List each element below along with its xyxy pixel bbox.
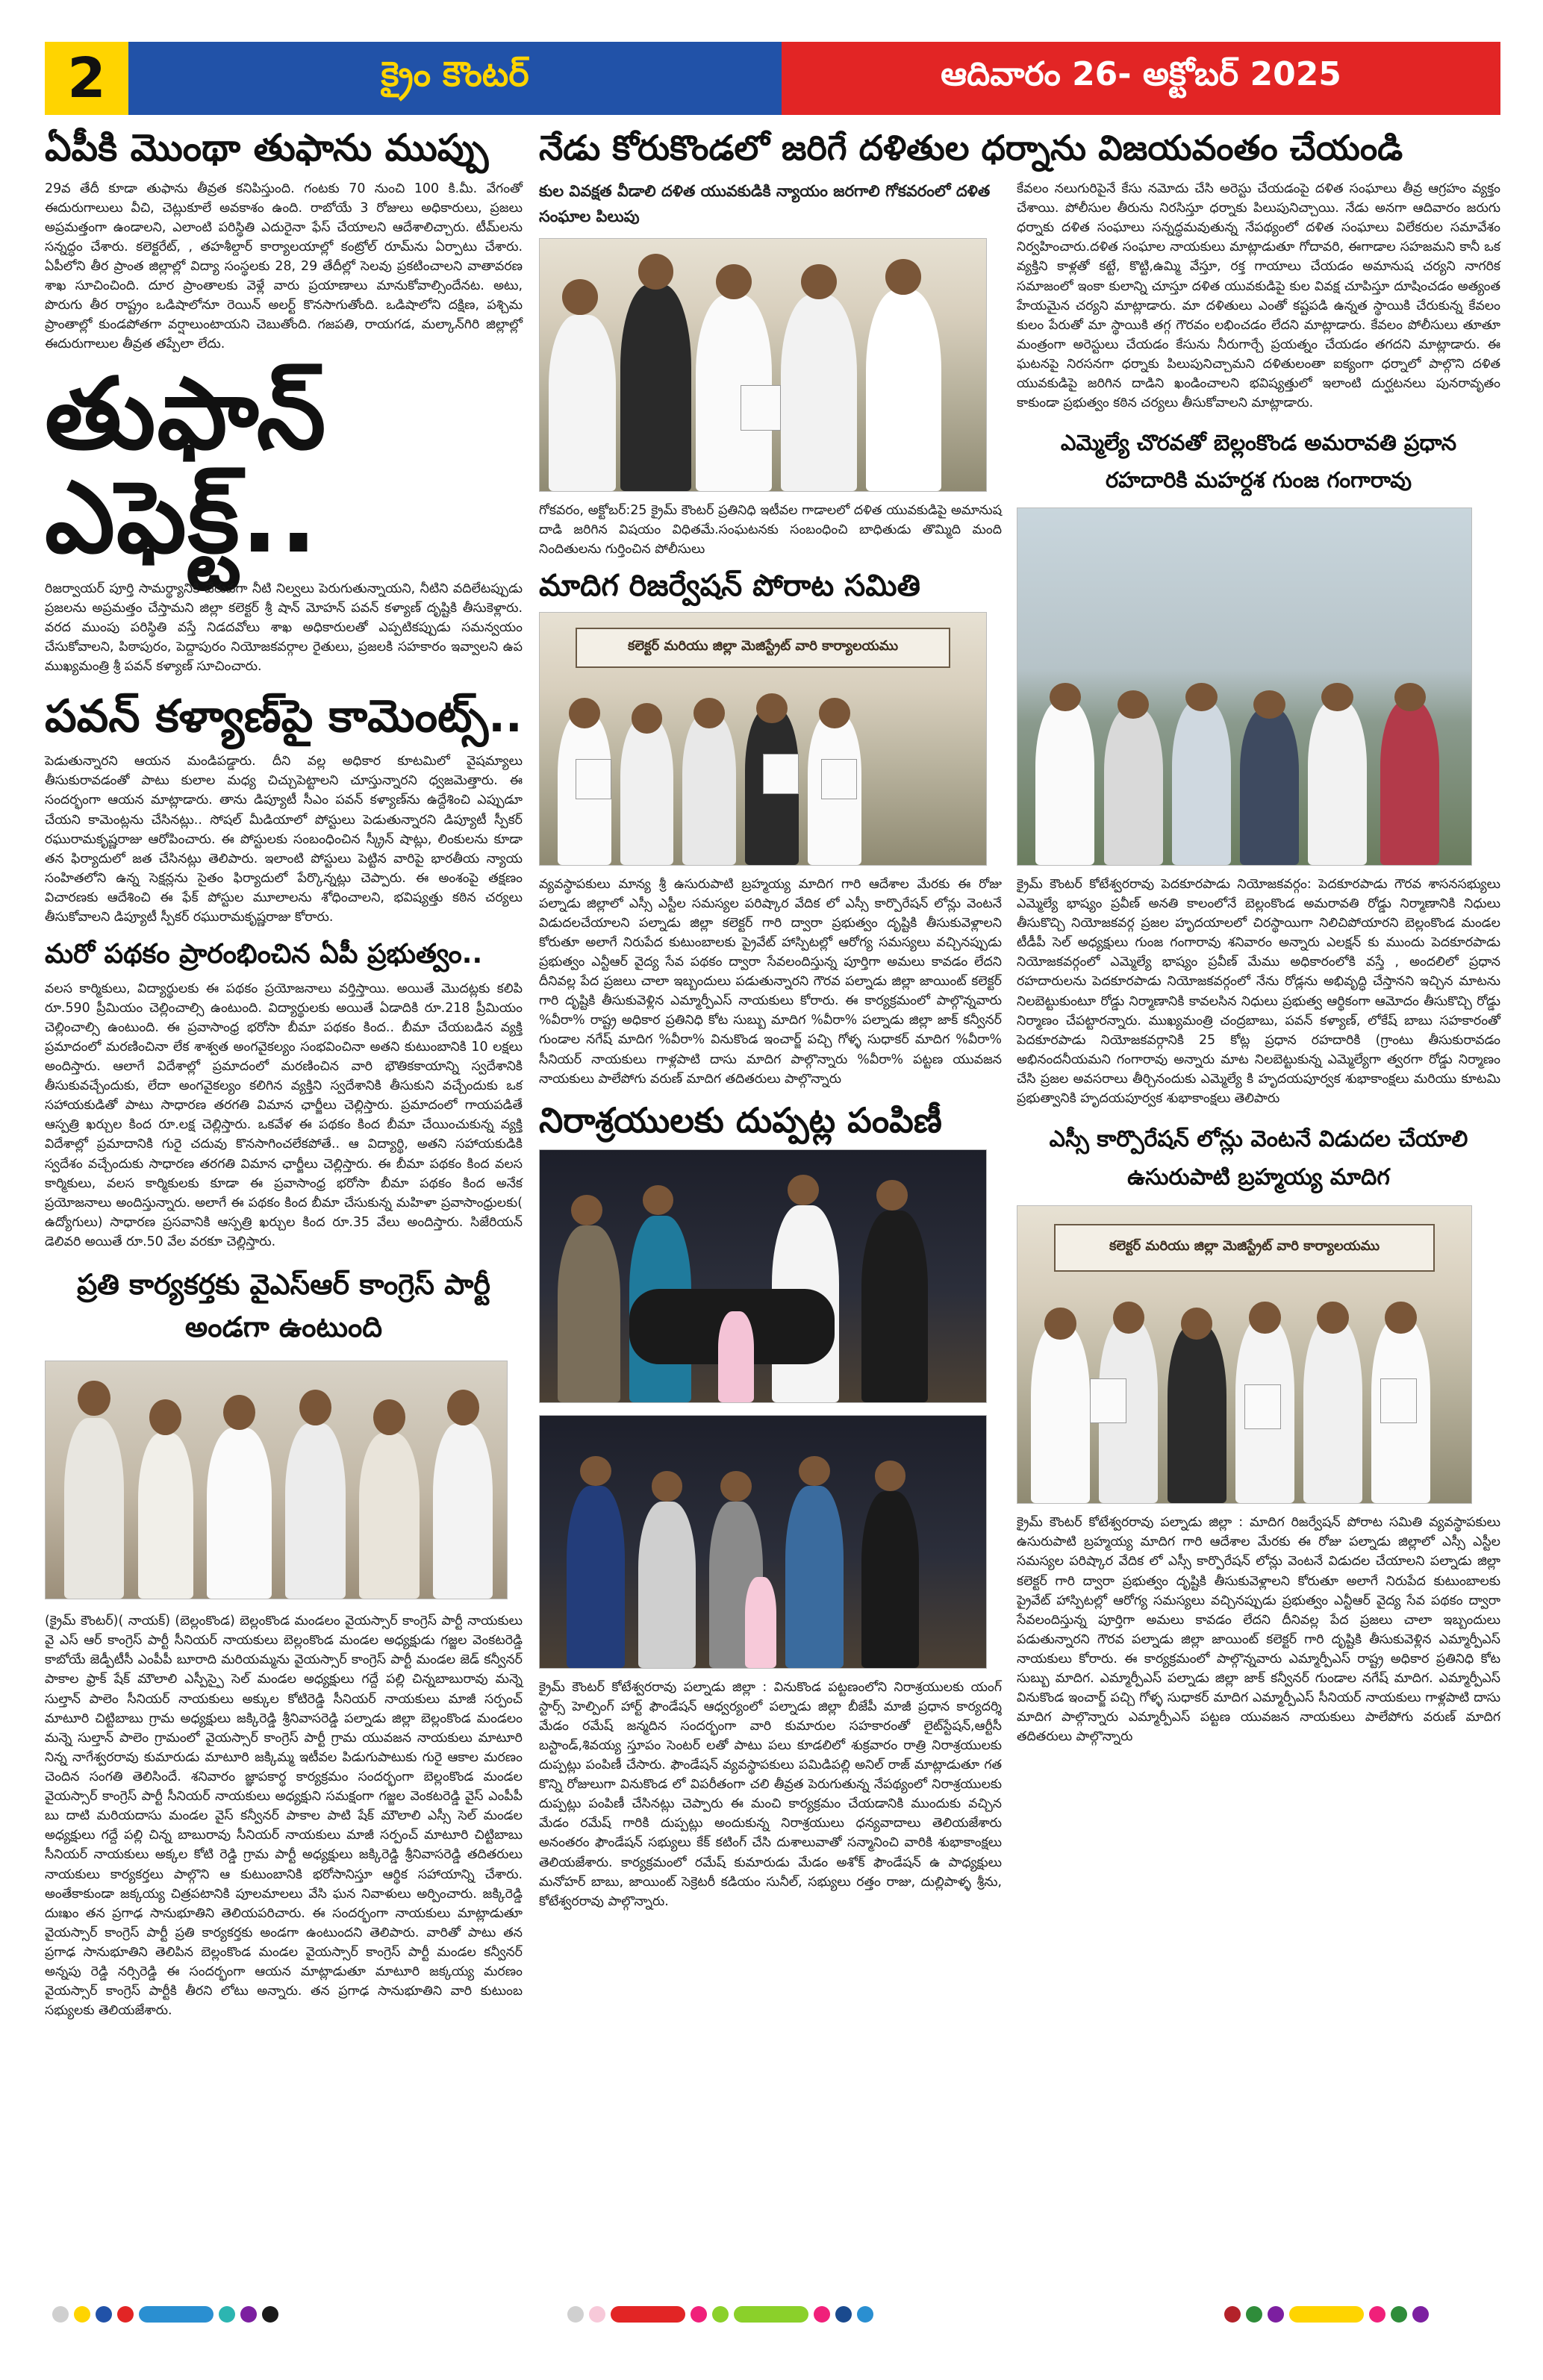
color-strip-mid <box>567 2306 873 2323</box>
color-strip-right <box>1224 2306 1429 2323</box>
photo-blankets-night <box>539 1415 987 1669</box>
right-column <box>1017 179 1500 1747</box>
story-gokavaram-body: గోకవరం, అక్టోబర్:25 క్రైమ్ కౌంటర్ ప్రతినిధి ఇటీవల గాడాలలో దళిత యువకుడిపై అమానుష దాడి జరిగిన విషయం విధితమే.సంఘటనకు సంబంధించి బాధితుడు తొమ్మిది మంది నిందితులను గుర్తించిన పోలీసులు <box>539 503 1002 557</box>
story-blanket-body: క్రైమ్ కౌంటర్ కోటేశ్వరరావు పల్నాడు జిల్లా : వినుకొండ పట్టణంలోని నిరాశ్రయులకు యంగ్ స్టార్స్ హెల్పింగ్ హార్ట్ ఫౌండేషన్ ఆధ్వర్యంలో పల్నాడు జిల్లా బీజేపీ మాజీ ప్రధాన కార్యదర్శి మేడం రమేష్ జన్మదిన సందర్భంగా వారి కుమారుల సహకారంతో లైట్‌స్టేషన్,ఆర్టీసీ బస్టాండ్,శివయ్య స్తూపం సెంటర్ లతో పాటు పలు కూడలిలో శుక్రవారం రాత్రి నిరాశ్రయులకు దుప్పట్లు పంపిణీ చేసారు. ఫౌండేషన్ వ్యవస్థాపకులు పమిడిపల్లి అనిల్ రాజ్ మాట్లాడుతూ గత కొన్ని రోజులుగా వినుకొండ లో విపరీతంగా చలి తీవ్రత పెరుగుతున్న నేపథ్యంలో నిరాశ్రయులకు దుప్పట్లు పంపిణీ చేసినట్లు చెప్పారు ఈ మంచి కార్యక్రమం చేయడానికి ముందుకు వచ్చిన మేడం రమేష్ గారికి దుప్పట్లు అందుకున్న నిరాశ్రయులు ధన్యవాదాలు తెలియజేశారు అనంతరం ఫౌండేషన్ సభ్యులు కేక్ కటింగ్ చేసి దుశాలువాతో సన్మానించి వారికి శుభాకాంక్షలు తెలియజేశారు. కార్యక్రమంలో రమేష్ కుమారుడు మేడం అశోక్ ఫౌండేషన్ ఉ పాధ్యక్షులు మనోహర్ బాబు, జాయింట్ సెక్రెటరీ కడియం సునీల్, సభ్యులు రత్తం రాజు, దుల్లిపాళ్ళ శ్రీను, కోటేశ్వరరావు పాల్గొన్నారు. <box>539 1679 1002 1909</box>
brand-name: క్రైం కౌంటర్ <box>128 42 782 115</box>
story-effect-body: రిజర్వాయర్ పూర్తి సామర్థ్యానికి చేరువగా నీటి నిల్వలు పెరుగుతున్నాయని, నీటిని వదిలేటప్పుడు ప్రజలను అప్రమత్తం చేస్తామని జిల్లా కలెక్టర్ శ్రీ షాన్ మోహన్ పవన్ కళ్యాణ్ దృష్టికి తీసుకెళ్లారు. వరద ముంపు పరిస్థితి వస్తే నిడదవోలు శాఖ అధికారులతో ఎప్పటికప్పుడు సమన్వయం చేసుకోవాలని, పిఠాపురం, పెద్దాపురం నియోజకవర్గాల రైతులు, ప్రజలకి సహకారం ఇవ్వాలని ఉప ముఖ్యమంత్రి శ్రీ పవన్ కళ్యాణ్ సూచించారు. <box>45 581 523 675</box>
photo-road-inspection <box>1017 507 1472 866</box>
photo-collector-office <box>539 612 987 866</box>
story-sc-loans-body: క్రైమ్ కౌంటర్ కోటేశ్వరరావు పల్నాడు జిల్లా : మాదిగ రిజర్వేషన్ పోరాట సమితి వ్యవస్థాపకులు ఉసురుపాటి బ్రహ్మయ్య మాదిగ గారి ఆదేశాల మేరకు ఈ రోజు పల్నాడు జిల్లాలో ఎస్సీ ఎస్టీల సమస్యల పరిష్కార వేదిక లో ఎస్సీ కార్పొరేషన్ లోన్లు వెంటనే విడుదల చేయాలని పల్నాడు జిల్లా కలెక్టర్ గారి ద్వారా ప్రభుత్వం దృష్టికి తీసుకువెళ్లాలని కోరుతూ అలాగే నిరుపేద కుటుంబాలకు ప్రైవేట్ హాస్పిటల్లో ఆరోగ్య సమస్యలు వచ్చినప్పుడు ప్రభుత్వం ఎన్టీఆర్ వైద్య సేవ పథకం ద్వారా సేవలందిస్తున్న పూర్తిగా అమలు కావడం లేదని దీనివల్ల పేద ప్రజలు చాలా ఇబ్బందులు పడుతున్నారని గౌరవ పల్నాడు జిల్లా జాయింట్ కలెక్టర్ గారి దృష్టికి తీసుకువెళ్లిన ఎమ్మార్పీఎస్ నాయకులు కోరారు. ఈ కార్యక్రమంలో పాల్గొన్నవారు ఎమ్మార్పీఎస్ రాష్ట్ర అధికార ప్రతినిధి కోట సుబ్బు మాదిగ. ఎమ్మార్పీఎస్ పల్నాడు జిల్లా జాక్ కన్వీనర్ గుండాల నగేష్ మాదిగ. ఎమ్మార్పీఎస్ వినుకొండ ఇంచార్జ్ పచ్చి గోళ్ళ సుధాకర్ మాదిగ ఎమ్మార్పీఎస్ సీనియర్ నాయకులు గాళ్లపాటి దాసు మాదిగ పాల్గొన్నారు ఎమ్మార్పీఎస్ పట్టణ యువజన నాయకులు పాలేపోగు వరుణ్ మాదిగ తదితరులు పాల్గొన్నారు <box>1017 1515 1500 1745</box>
headline-blanket-distribution: నిరాశ్రయులకు దుప్పట్ల పంపిణీ <box>539 1099 942 1140</box>
story-scheme-body: వలస కార్మికులు, విద్యార్థులకు ఈ పథకం ప్రయోజనాలు వర్తిస్తాయి. అయితే మొదట్లకు కలిపి రూ.590 ప్రీమియం చెల్లించాల్సి ఉంటుంది. విద్యార్థులకు అయితే ఏడాదికి రూ.218 ప్రీమియం చెల్లించాల్సి ఉంటుంది. ఈ ప్రవాసాంధ్ర భరోసా బీమా పథకం కింద.. బీమా చేయబడిన వ్యక్తి ప్రమాదంలో మరణించినా లేక శాశ్వత అంగవైకల్యం సంభవించినా అతని కుటుంబానికి 10 లక్షలు అందిస్తారు. ఆలాగే విదేశాల్లో ప్రమాదంలో మరణించిన వారి భౌతికకాయాన్ని స్వదేశానికి తీసుకువచ్చేందుకు, లేదా అంగవైకల్యం కలిగిన వ్యక్తిని స్వదేశానికి తీసుకుని వచ్చేందుకు ఒక సహాయకుడితో పాటు సాధారణ తరగతి విమాన ఛార్జీలు చెల్లిస్తారు. ప్రమాదంలో గాయపడితే ఆస్పత్రి ఖర్చుల కింద రూ.లక్ష చెల్లిస్తారు. ఒకవేళ ఈ పథకం కింద బీమా చేయించుకున్న వ్యక్తి విదేశాల్లో ప్రమాదానికి గురై చదువు కొనసాగించలేకపోతే.. ఆ విద్యార్థి, అతని సహాయకుడికి స్వదేశం వచ్చేందుకు సాధారణ తరగతి విమాన ఛార్జీలు చెల్లిస్తారు. ఈ బీమా పథకం కింద వలస కార్మికులు, వలస కార్మికులకు కూడా ఈ ప్రవాసాంధ్ర భరోసా బీమా పథకం కింద అనేక ప్రయోజనాలు అందిస్తున్నారు. అలాగే ఈ పథకం కింద బీమా చేసుకున్న మహిళా ప్రవాసాంధ్రులకు( ఉద్యోగులు) సాధారణ ప్రసవానికి ఆస్పత్రి ఖర్చుల కింద రూ.35 వేలు అందిస్తారు. సిజేరియన్ డెలివరి అయితే రూ.50 వేల వరకూ చెల్లిస్తారు. <box>45 981 523 1250</box>
headline-ysrcp-support: ప్రతి కార్యకర్తకు వైఎస్ఆర్ కాంగ్రెస్ పార్టీ అండగా ఉంటుంది <box>77 1268 490 1344</box>
page-number: 2 <box>45 42 128 115</box>
photo-dalit-press-meet <box>539 238 987 492</box>
story-madiga-body: వ్యవస్థాపకులు మాన్య శ్రీ ఉసురుపాటి బ్రహ్మయ్య మాదిగ గారి ఆదేశాల మేరకు ఈ రోజు పల్నాడు జిల్లాలో ఎస్సీ ఎస్టీల సమస్యల పరిష్కార వేదిక లో ఎస్సీ కార్పొరేషన్ లోన్లు వెంటనే విడుదలచేయాలని పల్నాడు జిల్లా కలెక్టర్ గారి ద్వారా ప్రభుత్వం దృష్టికి తీసుకువెళ్లాలని కోరుతూ అలాగే నిరుపేద కుటుంబాలకు ప్రైవేట్ హాస్పిటల్లో ఆరోగ్య సమస్యలు వచ్చినప్పుడు ప్రభుత్వం ఎన్టీఆర్ వైద్య సేవ పథకం ద్వారా సేవలందిస్తున్న పూర్తిగా అమలు కావడం లేదని దీనివల్ల పేద ప్రజలు చాలా ఇబ్బందులు పడుతున్నారని గౌరవ పల్నాడు జిల్లా జాయింట్ కలెక్టర్ గారి దృష్టికి తీసుకువెళ్లిన ఎమ్మార్పీఎస్ నాయకులు కోరారు. ఈ కార్యక్రమంలో పాల్గొన్నవారు %వీరా% రాష్ట్ర అధికార ప్రతినిధి కోట సుబ్బు మాదిగ %వీరా% పల్నాడు జిల్లా జాక్ కన్వీనర్ గుండాల నగేష్ మాదిగ %వీరా% వినుకొండ ఇంచార్జ్ పచ్చి గోళ్ళ సుధాకర్ మాదిగ %వీరా% సీనియర్ నాయకులు గాళ్లపాటి దాసు మాదిగ పాల్గొన్నారు %వీరా% పట్టణ యువజన నాయకులు పాలేపోగు వరుణ్ మాదిగ తదితరులు పాల్గొన్నారు <box>539 876 1002 1087</box>
headline-sc-loans: ఎస్సీ కార్పొరేషన్ లోన్లు వెంటనే విడుదల చేయాలి ఉసురుపాటి బ్రహ్మయ్య మాదిగ <box>1049 1126 1468 1191</box>
headline-pawan-comments: పవన్ కళ్యాణ్‌పై కామెంట్స్.. <box>45 690 523 743</box>
color-strip-left <box>52 2306 278 2323</box>
banner-headline: నేడు కోరుకొండలో జరిగే దళితుల ధర్నాను విజయవంతం చేయండి <box>539 128 1403 168</box>
middle-column <box>539 179 1002 1911</box>
story-ysrcp-body: (క్రైమ్ కౌంటర్)( నాయక్) (బెల్లంకొండ) బెల్లంకొండ మండలం వైయస్సార్ కాంగ్రెస్ పార్టీ నాయకులు వై ఎస్ ఆర్ కాంగ్రెస్ పార్టీ సీనియర్ నాయకులు బెల్లంకొండ మండల అధ్యక్షుడు గజ్జల వెంకటరెడ్డి కాబోయే జెడ్పీటీసీ ఎంపీపీ బూరాది మరియమ్మను వైయస్సార్ కాంగ్రెస్ పార్టీ మండల జెడ్ కన్వీనర్ పాకాల ఫ్రాక్ షేక్ మౌలాలి ఎస్పీస్పై సెల్ మండల అధ్యక్షులు గద్దే పల్లి చిన్నబాబురావు మన్నె సుల్తాన్ పాలెం సీనియర్ నాయకులు అక్కుల కోటిరెడ్డి సీనియర్ నాయకులు మాజీ సర్పంచ్ మాటూరి చిట్టిబాబు గ్రామ అధ్యక్షులు జక్కిరెడ్డి శ్రీనివాసరెడ్డి పల్నాడు జిల్లా బెల్లంకొండ మండలం మన్నె సుల్తాన్ పాలెం గ్రామంలో వైయస్సార్ కాంగ్రెస్ పార్టీ గ్రామ యువజన నాయకులు మాటూరి నిన్న నాగేశ్వరరావు కుమారుడు మాటూరి జక్కిమ్మ ఇటీవల పిడుగుపాటుకు గురై ఆకాల మరణం చెందిన సంగతి తెలిసిందే. శనివారం జ్ఞాపకార్థ కార్యక్రమం సందర్భంగా బెల్లంకొండ మండల వైయస్సార్ కాంగ్రెస్ పార్టీ సీనియర్ నాయకులు అధ్యక్షుని సమక్షంగా గజ్జల వెంకటరెడ్డి వైస్ ఎంపీపీ బు దాటి మరియదాసు మండల వైస్ కన్వీనర్ పాకాల పాటి షేక్ మౌలాలి ఎస్సీ సెల్ మండల అధ్యక్షులు గద్దే పల్లి చిన్న బాబురావు సీనియర్ నాయకులు మాజీ సర్పంచ్ మాటూరి చిట్టిబాబు సీనియర్ నాయకులు అక్కల కోటి రెడ్డి గ్రామ పార్టీ అధ్యక్షులు జక్కిరెడ్డి శ్రీనివాసరెడ్డి తదితరులు నాయకులు కార్యకర్తలు పాల్గొని ఆ కుటుంబానికి భరోసానిస్తూ ఆర్థిక సహాయాన్ని చేశారు. అంతేకాకుండా జక్కయ్య చిత్రపటానికి పూలమాలలు వేసి ఘన నివాళులు అర్పించారు. జక్కిరెడ్డి దుఃఖం తన ప్రగాఢ సానుభూతిని తెలియపరిచారు. ఈ సందర్భంగా నాయకులు మాట్లాడుతూ వైయస్సార్ కాంగ్రెస్ పార్టీ ప్రతి కార్యకర్తకు అండగా ఉంటుందని తెలిపారు. వారితో పాటు తన ప్రగాఢ సానుభూతిని తెలిపిన బెల్లంకొండ మండల వైయస్సార్ కాంగ్రెస్ పార్టీ మండల కన్వీనర్ అన్నపు రెడ్డి నర్సిరెడ్డి ఈ సందర్భంగా ఆయన మాట్లాడుతూ మాటూరి జక్కయ్య మరణం వైయస్సార్ కాంగ్రెస్ పార్టీకి తీరని లోటు అన్నారు. తన ప్రగాఢ సానుభూతిని వారి కుటుంబ సభ్యులకు తెలియజేశారు. <box>45 1614 523 2019</box>
subhead-gokavaram: కుల వివక్షత వీడాలి దళిత యువకుడికి న్యాయం జరగాలి గోకవరంలో దళిత సంఘాల పిలుపు <box>539 182 991 225</box>
headline-madiga-reservation: మాదిగ రిజర్వేషన్ పోరాట సమితి <box>539 568 920 603</box>
headline-bellamkonda-road: ఎమ్మెల్యే చొరవతో బెల్లంకొండ అమరావతి ప్రధాన రహదారికి మహర్దశ గుంజ గంగారావు <box>1060 430 1457 493</box>
story-cyclone-body: 29వ తేదీ కూడా తుఫాను తీవ్రత కనిపిస్తుంది. గంటకు 70 నుంచి 100 కి.మీ. వేగంతో ఈదురుగాలులు వీచి, చెట్లుకూలే అవకాశం ఉంది. రాబోయే 3 రోజులు అధికారులు, ప్రజలు అప్రమత్తంగా ఉండాలని, ఎలాంటి పరిస్థితి ఎదురైనా ఫేస్ చేయాలని ఆదేశాలిచ్చారు. టీమ్‌లను సన్నద్ధం చేశారు. కలెక్టరేట్, , తహశీల్దార్ కార్యాలయాల్లో కంట్రోల్ రూమ్‌ను ఏర్పాటు చేశారు. ఏపీలోని తీర ప్రాంత జిల్లాల్లో విద్యా సంస్థలకు 28, 29 తేదీల్లో సెలవు ప్రకటించాలని వాతావరణ శాఖ సూచించింది. దూర ప్రాంతాలకు వెళ్లే వారు ప్రయాణాలు మానుకోవాల్సిందేనట. అటు, పొరుగు తీర రాష్ట్రం ఒడిషాలోనూ రెయిన్ అలర్ట్ కొనసాగుతోంది. ఒడిషాలోని దక్షిణ, పశ్చిమ ప్రాంతాల్లో కుండపోతగా వర్షాలుంటాయని చెబుతోంది. గజపతి, రాయగడ, మల్కాన్‌గిరి జిల్లాల్లో ఈదురుగాలుల తీవ్రత తప్పేలా లేదు. <box>45 181 523 352</box>
collector-office-sign: కలెక్టర్ మరియు జిల్లా మెజిస్ట్రేట్ వారి కార్యాలయము <box>576 628 950 668</box>
story-dharna-body: కేవలం నలుగురిపైనే కేసు నమోదు చేసి అరెస్టు చేయడంపై దళిత సంఘాలు తీవ్ర ఆగ్రహం వ్యక్తం చేశాయి. పోలీసుల తీరును నిరసిస్తూ ధర్నాకు పిలుపునిచ్చాయి. నేడు అనగా ఆదివారం జరుగు ధర్నాకు దళిత సంఘాలు సన్నద్ధమవుతున్న నేపథ్యంలో దళిత సంఘాలు విలేకరుల సమావేశం నిర్వహించారు.దళిత సంఘాల నాయకులు మాట్లాడుతూ గోదావరి, ఈగాడాల సహజమని కానీ ఒక వ్యక్తిని కాళ్లతో కట్టే, కొట్టి,ఉమ్మి వేస్తూ, రక్త గాయాలు చేయడం అమానుష చర్యని నాగరిక సమాజంలో ఇంకా కులాన్ని చూస్తూ దళిత యువకుడిపై కుల వివక్ష చూపిస్తూ దూషించడం అత్యంత హేయమైన చర్యని మాట్లాడారు. మా దళితులు ఎంతో కష్టపడి ఉన్నత స్థాయికి చేరుకున్న కేవలం కులం పేరుతో మా స్థాయికి తగ్గ గౌరవం లభించడం లేదని మాట్లాడారు. కేవలం పోలీసులు తూతూ మంత్రంగా అరెస్టులు చేయడం కేసును నీరుగార్చే ప్రయత్నం చేయడం తగదని మాట్లాడారు. ఈ ఘటనపై నిరసనగా ధర్నాకు పిలుపునిచ్చామని దళితులంతా ఐక్యంగా ధర్నాలో పాల్గొని దళిత యువకుడిపై జరిగిన దాడిని ఖండించాలని భవిష్యత్తులో ఇలాంటి దుర్ఘటనలు పునరావృతం కాకుండా ప్రభుత్వం కఠిన చర్యలు తీసుకోవాలని మాట్లాడారు. <box>1017 181 1500 411</box>
photo-collector-office-right <box>1017 1205 1472 1504</box>
collector-office-sign-right: కలెక్టర్ మరియు జిల్లా మెజిస్ట్రేట్ వారి కార్యాలయము <box>1054 1224 1436 1272</box>
photo-ysrcp-condolence <box>45 1361 508 1599</box>
headline-ap-scheme: మరో పథకం ప్రారంభించిన ఏపీ ప్రభుత్వం.. <box>45 939 483 970</box>
headline-cyclone-threat: ఏపీకి మొంథా తుఫాను ముప్పు <box>45 126 489 169</box>
photo-blankets-bike <box>539 1149 987 1403</box>
story-comments-body: పెడుతున్నారని ఆయన మండిపడ్డారు. దీని వల్ల అధికార కూటమిలో వైషమ్యాలు తీసుకురావడంతో పాటు కులాల మధ్య చిచ్చుపెట్టాలని చూస్తున్నారని ధ్వజమెత్తారు. ఈ సందర్భంగా ఆయన మాట్లాడారు. తాను డిప్యూటీ సీఎం పవన్ కళ్యాణ్‌ను ఉద్దేశించి ఎప్పుడూ చేయని కామెంట్లను చేసినట్లు.. సోషల్ మీడియాలో పోస్టులు పెడుతున్నారని డిప్యూటీ స్పీకర్ రఘురామకృష్ణరాజు ఆరోపించారు. ఈ పోస్టులకు సంబంధించిన స్క్రీన్ షాట్లు, లింకులను కూడా తన ఫిర్యాదులో జత చేసినట్లు తెలిపారు. ఇలాంటి పోస్టులు పెట్టిన వారిపై భారతీయ న్యాయ సంహితలోని ఉన్న సెక్షన్లను సైతం ఫిర్యాదులో పేర్కొన్నట్లు చెప్పారు. ఈ అంశంపై తక్షణం విచారణకు ఆదేశించి ఈ ఫేక్ పోస్టుల మూలాలను శోధించాలని, భవిష్యత్తు కఠిన చర్యలు తీసుకోవాలని డిప్యూటీ స్పీకర్ రఘురామకృష్ణరాజు కోరారు. <box>45 754 523 925</box>
story-road-body: క్రైమ్ కౌంటర్ కోటేశ్వరరావు పెదకూరపాడు నియోజకవర్గం: పెదకూరపాడు గౌరవ శాసనసభ్యులు ఎమ్మెల్యే భాష్యం ప్రవీణ్ అనతి కాలంలోనే బెల్లంకొండ అమరావతి రోడ్డు నిర్మాణానికి నిధులు తీసుకొచ్చి నియోజకవర్గ ప్రజల హృదయాలలో చిరస్థాయిగా నిలిచిపోయారని బెల్లంకొండ మండల టీడీపీ సెల్ అధ్యక్షులు గుంజ గంగారావు శనివారం అన్నారు ఎలక్షన్ కు ముందు పెదకూరపాడు నియోజకవర్గంలో ఎమ్మెల్యే భాష్యం ప్రవీణ్ మేము అధికారంలోకి వస్తే , అందలిలో ప్రధాన రహదారులను పెదకూరపాడు నియోజకవర్గంలో నేను రోడ్లను అభివృద్ధి చేస్తానని ఇచ్చిన మాటను నిలబెట్టుకుంటూ రోడ్డు నిర్మాణానికి కావలసిన నిధులు ప్రభుత్వ ఆర్థికంగా ఆమోదం తీసుకొచ్చి రోడ్డు నిర్మాణం చేపట్టారన్నారు. ముఖ్యమంత్రి చంద్రబాబు, పవన్ కళ్యాణ్, లోకేష్ బాబు సహకారంతో పెదకూరపాడు నియోజకవర్గానికి 25 కోట్ల ప్రధాన రహదారికి (గ్రాంటు తీసుకురావడం అభినందనీయమని గంగారావు అన్నారు మాట నిలబెట్టుకున్న ఎమ్మెల్యేగా త్వరగా రోడ్డు నిర్మాణం చేసి ప్రజల అవసరాలు తీర్చినందుకు ఎమ్మెల్యే కి హృదయపూర్వక శుభాకాంక్షలు మరియు కూటమి ప్రభుత్వానికి హృదయపూర్వక శుభాకాంక్షలు తెలిపారు <box>1017 876 1500 1107</box>
dateline: ఆదివారం 26- అక్టోబర్ 2025 <box>782 42 1500 115</box>
left-column <box>45 127 523 2020</box>
masthead <box>45 42 1500 115</box>
headline-cyclone-effect: తుఫాన్ ఎఫెక్ట్.. <box>45 357 328 576</box>
